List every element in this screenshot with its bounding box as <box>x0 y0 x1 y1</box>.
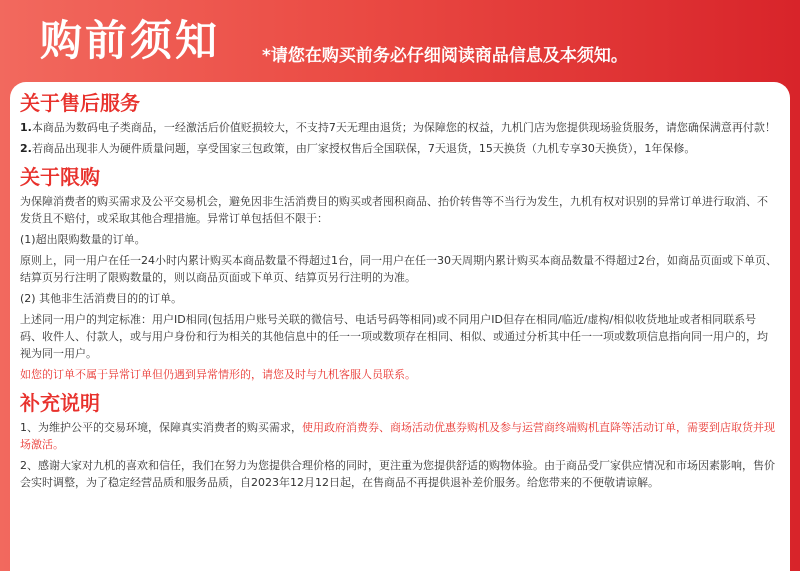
contact-service-note: 如您的订单不属于异常订单但仍遇到异常情形的，请您及时与九机客服人员联系。 <box>20 368 416 381</box>
item-text: 1、为维护公平的交易环境，保障真实消费者的购买需求， <box>20 421 302 434</box>
item-highlight: 使用政府消费券、商场活动优惠券购机及参与运营商终端购机直降等活动订单，需要到店取货并现场激活。 <box>20 421 775 451</box>
item-text: 若商品出现非人为硬件质量问题，享受国家三包政策，由厂家授权售后全国联保，7天退货，15天换货（九机专享30天换货），1年保修。 <box>31 142 696 155</box>
supplement-heading: 补充说明 <box>20 391 100 415</box>
limit-case-1-detail: 原则上，同一用户在任一24小时内累计购买本商品数量不得超过1台，同一用户在任一30天周期内累计购买本商品数量不得超过2台，如商品页面或下单页、结算页另行注明了限购数量的，则以商品页面或下单页、结算页另行注明的为准。 <box>20 254 777 284</box>
after-sales-item-1 <box>20 119 778 136</box>
after-sales-heading: 关于售后服务 <box>20 91 140 115</box>
same-user-criteria: 上述同一用户的判定标准：用户ID相同(包括用户账号关联的微信号、电话号码等相同)或不同用户ID但存在相同/临近/虚构/相似收货地址或者相同联系号码、收件人、付款人，或与用户身份和行为相关的其他信息中的任一一项或数项存在相同、相似、或通过分析其中任一一项或数项信息指向同一用户的，均视为同一用户。 <box>20 313 768 360</box>
limit-case-1: (1)超出限购数量的订单。 <box>20 233 146 246</box>
after-sales-item-2 <box>20 140 778 157</box>
item-text: 本商品为数码电子类商品，一经激活后价值贬损较大，不支持7天无理由退货；为保障您的权益，九机门店为您提供现场验货服务，请您确保满意再付款！ <box>31 121 776 134</box>
purchase-limit-intro: 为保障消费者的购买需求及公平交易机会，避免因非生活消费目的购买或者囤积商品、抬价转售等不当行为发生，九机有权对识别的异常订单进行取消、不发货且不赔付，或采取其他合理措施。异常订单包括但不限于： <box>20 195 768 225</box>
item-number: 1. <box>20 121 32 134</box>
supplement-item-1 <box>20 419 778 453</box>
limit-case-2: (2) 其他非生活消费目的的订单。 <box>20 292 183 305</box>
supplement-item-2: 2、感谢大家对九机的喜欢和信任，我们在努力为您提供合理价格的同时，更注重为您提供舒适的购物体验。由于商品受厂家供应情况和市场因素影响，售价会实时调整，为了稳定经营品质和服务品质，自2023年12月12日起，在售商品不再提供退补差价服务。给您带来的不便敬请谅解。 <box>20 459 775 489</box>
page-subtitle: *请您在购买前务必仔细阅读商品信息及本须知。 <box>262 46 628 66</box>
page-title: 购前须知 <box>40 16 221 65</box>
item-number: 2. <box>20 142 32 155</box>
header-banner <box>0 0 800 82</box>
purchase-limit-heading: 关于限购 <box>20 165 100 189</box>
notice-card <box>10 82 790 571</box>
